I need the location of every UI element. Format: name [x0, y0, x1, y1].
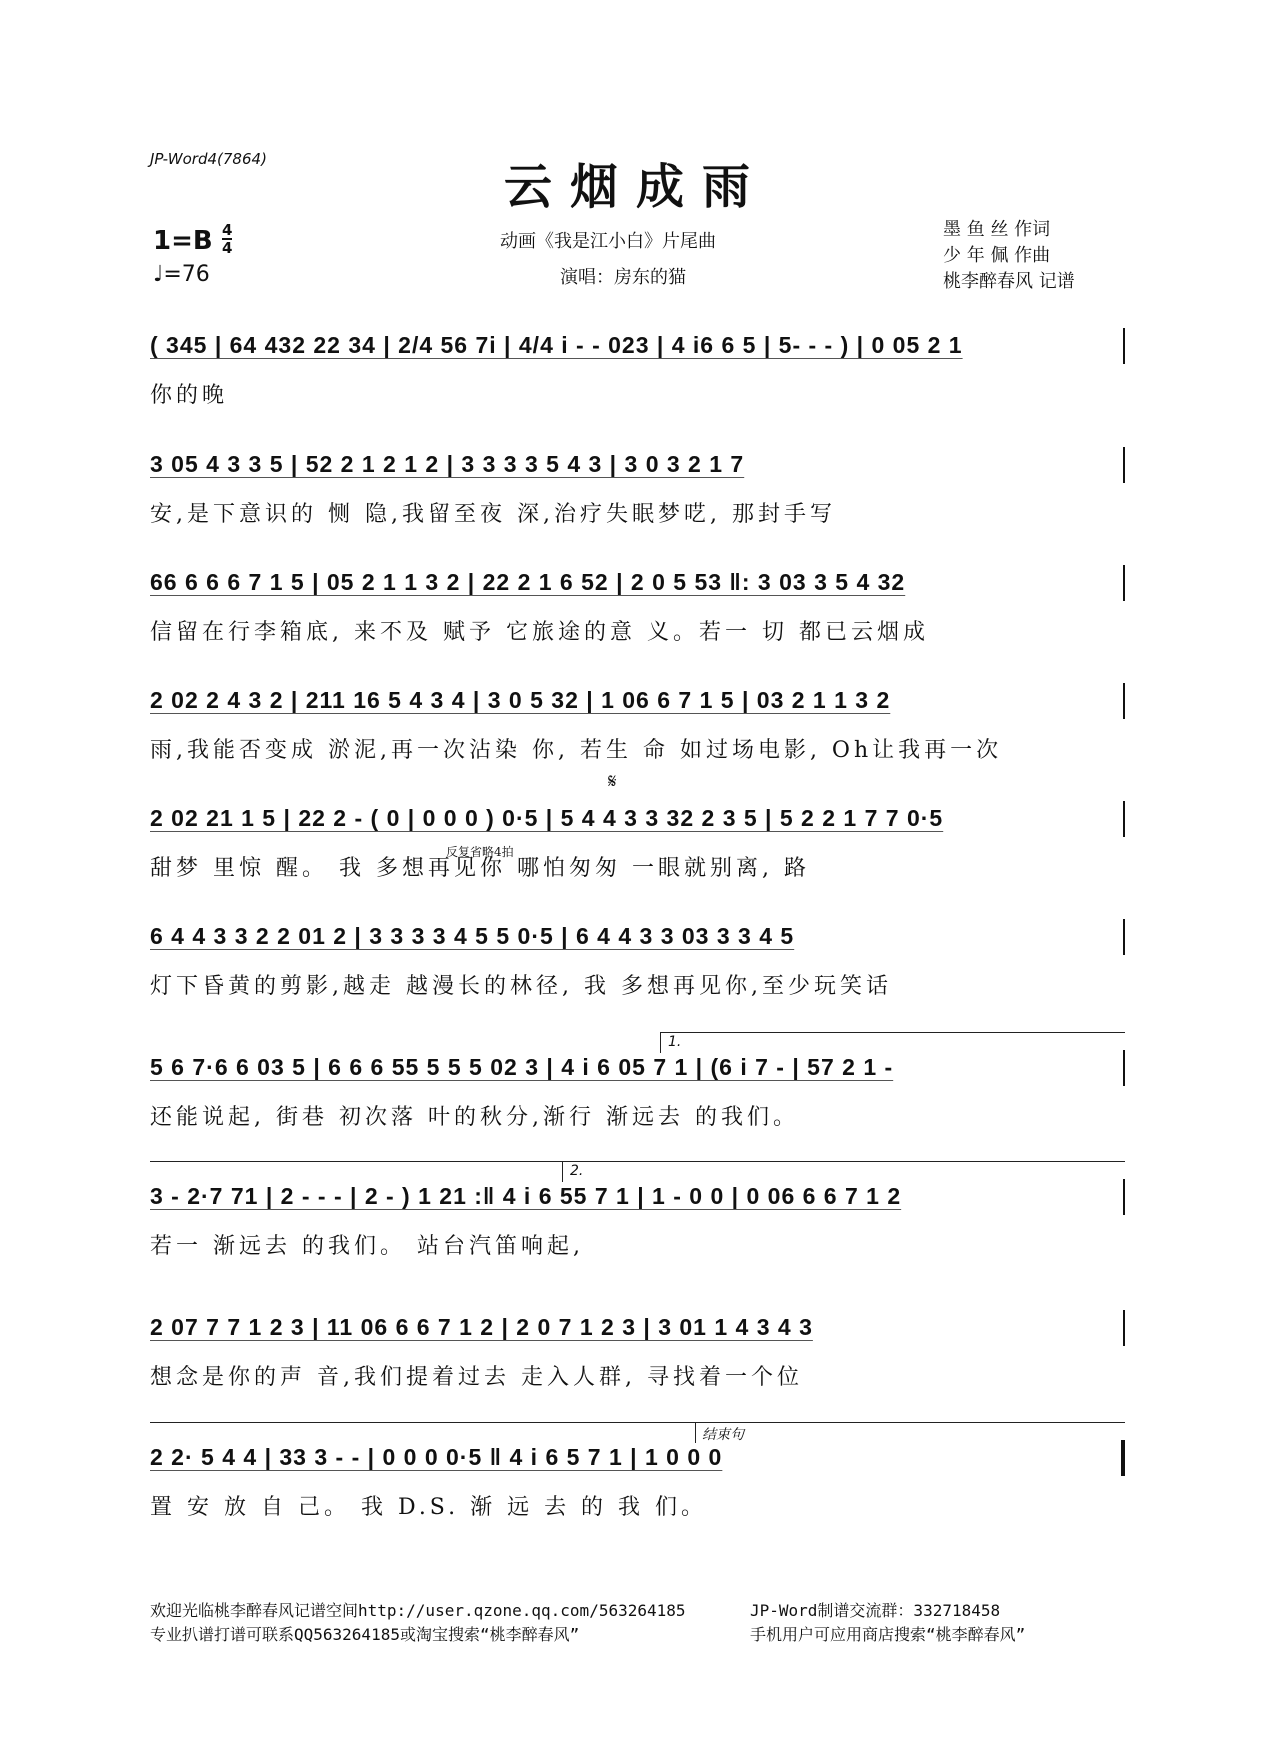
notation: 3 05 4 3 3 5 | 52 2 1 2 1 2 | 3 3 3 3 5 4 3 | 3 0 3 2 1 7: [150, 451, 745, 477]
lyric-line: 安,是下意识的 恻 隐,我留至夜 深,治疗失眠梦呓, 那封手写: [150, 502, 836, 527]
barline: [1123, 1179, 1125, 1215]
lyric-line: 雨,我能否变成 淤泥,再一次沾染 你, 若生 命 如过场电影, Oh让我再一次: [150, 738, 1003, 763]
score-line-3: [150, 555, 1125, 665]
score-line-7: [150, 1034, 1125, 1150]
segno-sign: 𝄋: [608, 769, 617, 793]
score-line-1: [150, 318, 1125, 428]
ending-bracket: [150, 1422, 1125, 1423]
barline: [1123, 447, 1125, 483]
score-line-8: [150, 1163, 1125, 1279]
barline: [1123, 1310, 1125, 1346]
software-label: JP-Word4(7864): [150, 150, 267, 168]
lyric-line: 想念是你的声 音,我们提着过去 走入人群, 寻找着一个位: [150, 1365, 803, 1390]
lyric-line: 信留在行李箱底, 来不及 赋予 它旅途的意 义。若一 切 都已云烟成: [150, 620, 929, 645]
barline: [1123, 328, 1125, 364]
barline: [1123, 1050, 1125, 1086]
lyric-line: 置 安 放 自 己。 我 D.S. 渐 远 去 的 我 们。: [150, 1495, 708, 1520]
lyricist-credit: 墨 鱼 丝 作词: [943, 219, 1051, 240]
second-ending-label: 2.: [570, 1163, 584, 1179]
time-bottom: 4: [222, 239, 233, 257]
lyric-line: 还能说起, 街巷 初次落 叶的秋分,渐行 渐远去 的我们。: [150, 1105, 799, 1130]
tempo-mark: ♩=76: [153, 262, 210, 287]
final-barline: [1121, 1440, 1125, 1476]
notation: 6 4 4 3 3 2 2 01 2 | 3 3 3 3 4 5 5 0·5 | 6 4 4 3 3 03 3 3 4 5: [150, 923, 795, 949]
first-ending-label: 1.: [668, 1034, 682, 1050]
barline: [1123, 683, 1125, 719]
page-title: 云烟成雨: [503, 159, 768, 215]
ending-bracket: [150, 1161, 1125, 1162]
key-signature: 1=B: [153, 226, 213, 256]
notation: 2 2· 5 4 4 | 33 3 - - | 0 0 0 0·5 ‖ 4 i 6 5 7 1 | 1 0 0 0: [150, 1444, 723, 1470]
score-line-10: [150, 1427, 1125, 1540]
score-line-4: [150, 673, 1125, 783]
footer-group: JP-Word制谱交流群：332718458: [750, 1601, 1001, 1620]
singer-credit: 演唱：房东的猫: [560, 267, 686, 288]
notation: 66 6 6 6 7 1 5 | 05 2 1 1 3 2 | 22 2 1 6 52 | 2 0 5 53 ‖: 3 03 3 5 4 32: [150, 569, 906, 595]
lyric-line: 若一 渐远去 的我们。 站台汽笛响起,: [150, 1234, 584, 1259]
footer-contact: 专业扒谱打谱可联系QQ563264185或淘宝搜索“桃李醉春风”: [150, 1625, 580, 1644]
notation: 2 02 21 1 5 | 22 2 - ( 0 | 0 0 0 ) 0·5 | 5 4 4 3 3 32 2 3 5 | 5 2 2 1 7 7 0·5: [150, 805, 944, 831]
time-signature: [222, 222, 232, 256]
score-line-5: [150, 769, 1125, 901]
score-line-9: [150, 1300, 1125, 1410]
transcriber-credit: 桃李醉春风 记谱: [943, 271, 1075, 292]
notation: 5 6 7·6 6 03 5 | 6 6 6 55 5 5 5 02 3 | 4 i 6 05 7 1 | (6 i 7 - | 57 2 1 -: [150, 1054, 894, 1080]
footer-app: 手机用户可应用商店搜索“桃李醉春风”: [750, 1625, 1026, 1644]
barline: [1123, 565, 1125, 601]
composer-credit: 少 年 佩 作曲: [943, 245, 1051, 266]
ending-bracket: [660, 1032, 1125, 1033]
notation: 3 - 2·7 71 | 2 - - - | 2 - ) 1 21 :‖ 4 i 6 55 7 1 | 1 - 0 0 | 0 06 6 6 7 1 2: [150, 1183, 902, 1209]
lyric-line: 你的晚: [150, 383, 229, 408]
notation: 2 02 2 4 3 2 | 211 16 5 4 3 4 | 3 0 5 32 | 1 06 6 7 1 5 | 03 2 1 1 3 2: [150, 687, 891, 713]
barline: [1123, 801, 1125, 837]
notation: 2 07 7 7 1 2 3 | 11 06 6 6 7 1 2 | 2 0 7 1 2 3 | 3 01 1 4 3 4 3: [150, 1314, 813, 1340]
repeat-note: 反复省略4拍: [446, 845, 514, 859]
lyric-line: 甜梦 里惊 醒。 我 多想再见你 哪怕匆匆 一眼就别离, 路: [150, 856, 810, 881]
subtitle: 动画《我是江小白》片尾曲: [500, 231, 716, 252]
score-line-2: [150, 437, 1125, 547]
footer-website: 欢迎光临桃李醉春风记谱空间http://user.qzone.qq.com/563264185: [150, 1601, 686, 1620]
coda-label: 结束句: [702, 1427, 744, 1443]
notation: ( 345 | 64 432 22 34 | 2/4 56 7i | 4/4 i - - 023 | 4 i6 6 5 | 5- - - ) | 0 05 2 1: [150, 332, 963, 358]
time-top: 4: [222, 221, 233, 239]
barline: [1123, 919, 1125, 955]
score-line-6: [150, 909, 1125, 1019]
lyric-line: 灯下昏黄的剪影,越走 越漫长的林径, 我 多想再见你,至少玩笑话: [150, 974, 892, 999]
